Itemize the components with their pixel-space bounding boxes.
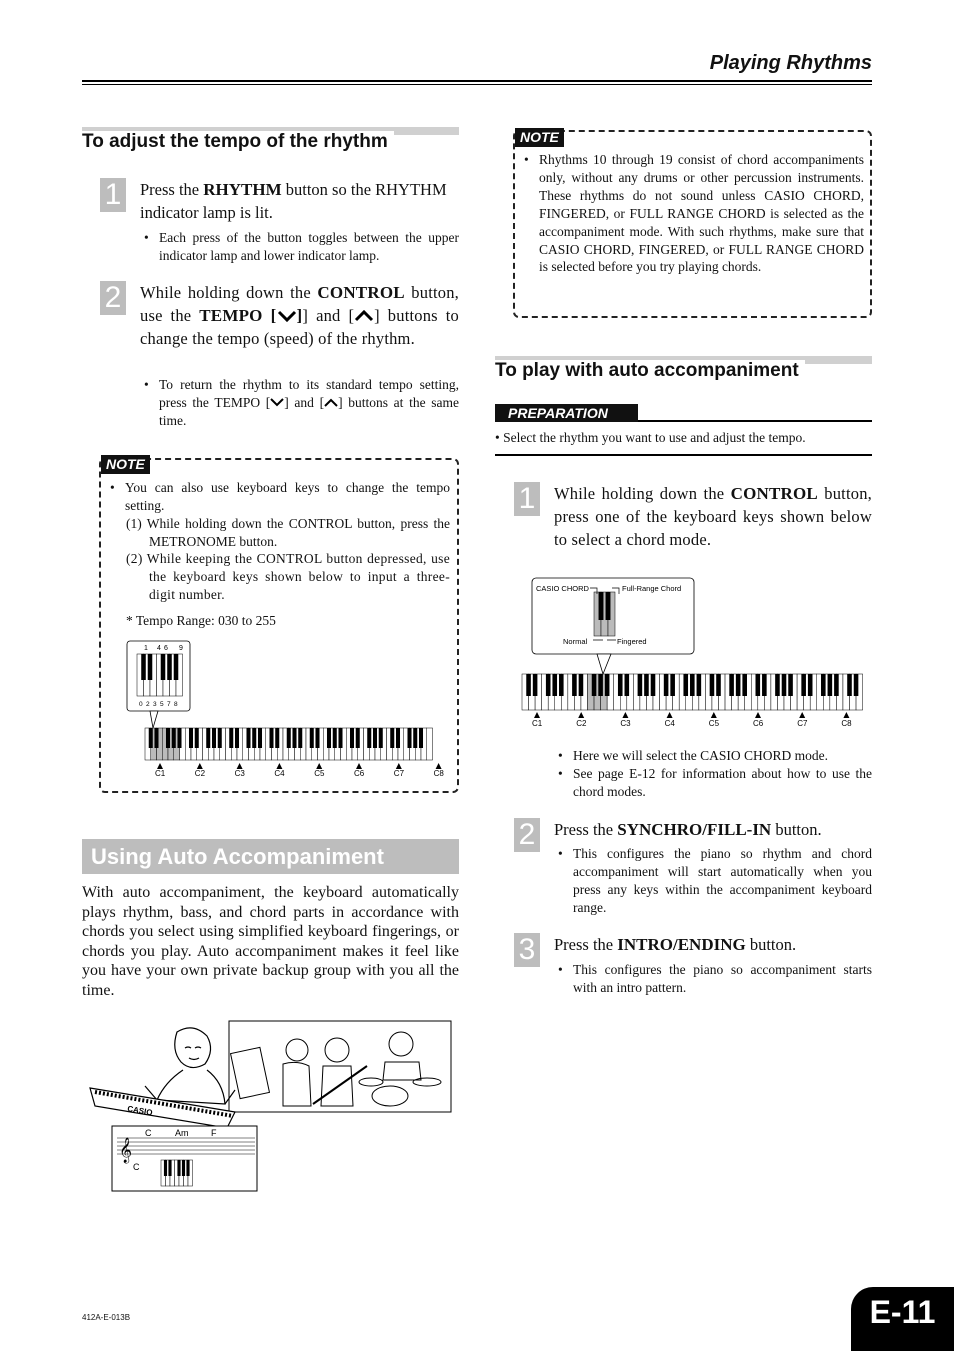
black-key [413, 728, 417, 748]
octave-label: C7 [393, 769, 405, 778]
preparation-rule [638, 420, 872, 422]
tempo-heading: To adjust the tempo of the rhythm [82, 131, 394, 153]
chord-label: C [133, 1162, 140, 1172]
black-key [664, 674, 669, 696]
black-key [710, 674, 715, 696]
full-keyboard [522, 674, 863, 710]
chevron-up-icon [354, 310, 374, 322]
black-key [572, 674, 577, 696]
black-key [258, 728, 262, 748]
black-key [141, 654, 146, 680]
step-number: 2 [514, 818, 540, 852]
black-key [275, 728, 279, 748]
black-key [775, 674, 780, 696]
step-number: 2 [100, 281, 126, 315]
black-key [356, 728, 360, 748]
black-key [154, 728, 158, 748]
octave-labels [532, 712, 852, 728]
preparation-rule [495, 454, 872, 456]
octave-label: C1 [532, 719, 543, 728]
black-key [407, 728, 411, 748]
black-key [235, 728, 239, 748]
full-range-label: Full-Range Chord [622, 584, 682, 593]
black-key [367, 728, 371, 748]
octave-label: C8 [841, 719, 852, 728]
black-key [338, 728, 342, 748]
header-rule [82, 80, 872, 82]
black-key [598, 674, 603, 696]
digit-label: 9 [179, 645, 183, 652]
octave-marker-icon [534, 712, 540, 718]
black-key [172, 728, 176, 748]
black-key [269, 728, 273, 748]
black-key [229, 728, 233, 748]
note-item-2: (2) While keeping the CONTROL button depressed, use the keyboard keys shown below to input a three-digit number. [126, 551, 450, 602]
black-key [683, 674, 688, 696]
black-key [605, 674, 610, 696]
black-key [168, 1160, 171, 1176]
zoom-keys [594, 592, 615, 636]
step-number: 1 [514, 482, 540, 516]
step-1-bullet: • See page E-12 for information about how to use the chord modes. [556, 765, 872, 801]
black-key [638, 674, 643, 696]
black-key [189, 728, 193, 748]
black-key [618, 674, 623, 696]
step-1-text: While holding down the CONTROL button, press one of the keyboard keys shown below to select a chord mode. [554, 484, 872, 549]
octave-label: C8 [433, 769, 444, 778]
black-key [697, 674, 702, 696]
preparation-tag: PREPARATION [495, 404, 638, 422]
black-key [526, 674, 531, 696]
black-key [166, 728, 170, 748]
octave-marker-icon [622, 712, 628, 718]
black-key [174, 654, 179, 680]
black-key [218, 728, 222, 748]
black-key [552, 674, 557, 696]
digit-label: 3 [153, 701, 157, 708]
octave-label: C6 [354, 769, 365, 778]
octave-marker-icon [799, 712, 805, 718]
black-key [644, 674, 649, 696]
octave-label: C6 [753, 719, 764, 728]
black-key [670, 674, 675, 696]
black-key [651, 674, 656, 696]
octave-label: C7 [797, 719, 808, 728]
step-2-bullet: • This configures the piano so rhythm and chord accompaniment will start automatically when you press any keys within the accompaniment keyboard range. [556, 845, 872, 917]
chevron-down-icon [270, 398, 284, 407]
tempo-keyboard-diagram [120, 638, 450, 783]
octave-label: C5 [708, 719, 720, 728]
digit-label: 7 [167, 701, 171, 708]
callout-pointer [597, 654, 611, 674]
black-key [396, 728, 400, 748]
step-number: 1 [100, 178, 126, 212]
octave-label: C2 [576, 719, 587, 728]
note-bullet: • Rhythms 10 through 19 consist of chord accompaniments only, without any drums or other percussion instruments. These rhythms do not sound unless CASIO CHORD, FINGERED, or FULL RANGE CHORD is selected as the accompaniment mode. With such rhythms, make sure that CASIO CHORD, FINGERED, or FULL RANGE CHORD is selected before you try playing chords. [522, 151, 864, 276]
black-key [742, 674, 747, 696]
black-key [716, 674, 721, 696]
black-key [195, 728, 199, 748]
black-key [298, 728, 302, 748]
mini-keyboard [161, 1160, 193, 1186]
black-key [625, 674, 630, 696]
octave-marker-icon [755, 712, 761, 718]
black-key [373, 728, 377, 748]
black-key [801, 674, 806, 696]
black-key [148, 654, 153, 680]
zoom-keys [137, 654, 183, 696]
tempo-range: * Tempo Range: 030 to 255 [126, 613, 276, 628]
digit-label: 4 [157, 645, 161, 652]
black-key [762, 674, 767, 696]
black-key [333, 728, 337, 748]
chevron-up-icon [324, 398, 338, 407]
octave-marker-icon [578, 712, 584, 718]
treble-clef-icon: 𝄞 [119, 1137, 133, 1162]
black-key [579, 674, 584, 696]
black-key [177, 1160, 180, 1176]
chord-label: F [211, 1128, 217, 1138]
black-key [287, 728, 291, 748]
black-key [149, 728, 153, 748]
header-rule-thin [82, 84, 872, 85]
fingered-label: Fingered [617, 637, 647, 646]
chord-label: C [145, 1128, 152, 1138]
note-tag: NOTE [515, 128, 564, 147]
black-key [559, 674, 564, 696]
step-1-text: Press the RHYTHM button so the RHYTHM indicator lamp is lit. [140, 180, 447, 222]
black-key [736, 674, 741, 696]
octave-label: C3 [620, 719, 631, 728]
black-key [327, 728, 331, 748]
step-2-text: Press the SYNCHRO/FILL-IN button. [554, 820, 822, 839]
black-key [390, 728, 394, 748]
band-illustration [85, 1020, 455, 1195]
keyboard-drawing [90, 1088, 235, 1128]
note-tag: NOTE [101, 455, 150, 474]
step-3-bullet: • This configures the piano so accompaniment starts with an intro pattern. [556, 961, 872, 997]
black-key [164, 1160, 167, 1176]
black-key [854, 674, 859, 696]
black-key [782, 674, 787, 696]
step-2-text: While holding down the CONTROL button, use the TEMPO [ ]] and [ ] buttons to change the tempo (speed) of the rhythm. [140, 283, 459, 348]
digit-label: 2 [146, 701, 150, 708]
black-key [167, 654, 172, 680]
running-header: Playing Rhythms [709, 52, 872, 74]
callout-pointer [150, 711, 158, 728]
octave-label: C4 [274, 769, 285, 778]
black-key [186, 1160, 189, 1176]
casio-chord-label: CASIO CHORD [536, 584, 589, 593]
black-key [729, 674, 734, 696]
digit-label: 0 [139, 701, 143, 708]
pianist-figure [145, 1028, 235, 1104]
black-key [756, 674, 761, 696]
chord-mode-diagram [519, 576, 874, 736]
document-code: 412A-E-013B [82, 1313, 131, 1322]
black-key [834, 674, 839, 696]
black-key [828, 674, 833, 696]
black-key [690, 674, 695, 696]
black-key [310, 728, 314, 748]
chord-label: Am [175, 1128, 189, 1138]
octave-label: C5 [314, 769, 325, 778]
octave-labels [155, 763, 444, 778]
black-key [177, 728, 181, 748]
black-key [182, 1160, 185, 1176]
black-key [292, 728, 296, 748]
black-key [350, 728, 354, 748]
section-title: Using Auto Accompaniment [82, 839, 459, 874]
page-number-tab: E-11 [851, 1287, 954, 1351]
octave-label: C4 [664, 719, 675, 728]
step-3-text: Press the INTRO/ENDING button. [554, 935, 797, 954]
digit-label: 6 [164, 645, 168, 652]
digit-label: 8 [174, 701, 178, 708]
black-key [315, 728, 319, 748]
black-key [379, 728, 383, 748]
step-1-bullet: • Here we will select the CASIO CHORD mode. [556, 747, 872, 765]
step-1-bullet: • Each press of the button toggles between the upper indicator lamp and lower indicator lamp. [142, 229, 459, 265]
octave-label: C1 [155, 769, 166, 778]
octave-label: C2 [194, 769, 206, 778]
note-bullet: • You can also use keyboard keys to change the tempo setting. [108, 479, 450, 515]
octave-marker-icon [711, 712, 717, 718]
octave-marker-icon [667, 712, 673, 718]
black-key [808, 674, 813, 696]
intro-paragraph: With auto accompaniment, the keyboard automatically plays rhythm, bass, and chord parts in accordance with chords you select using simplified keyboard fingerings, or chords you play. Auto accompaniment makes it feel like you have your own private backup group with you all the time. [82, 884, 459, 999]
preparation-text: • Select the rhythm you want to use and adjust the tempo. [495, 430, 806, 445]
octave-marker-icon [843, 712, 849, 718]
digit-label: 1 [144, 645, 148, 652]
full-keyboard [145, 728, 433, 760]
casio-logo: CASIO [126, 1104, 154, 1118]
note-item-1: (1) While holding down the CONTROL button, press the METRONOME button. [126, 516, 450, 549]
octave-label: C3 [234, 769, 245, 778]
normal-label: Normal [563, 637, 588, 646]
digit-label: 5 [160, 701, 164, 708]
black-key [533, 674, 538, 696]
black-key [592, 674, 597, 696]
black-key [599, 592, 604, 620]
black-key [821, 674, 826, 696]
rhythm-button-label: RHYTHM [203, 180, 282, 199]
black-key [606, 592, 611, 620]
white-key [427, 728, 433, 760]
black-key [546, 674, 551, 696]
play-heading: To play with auto accompaniment [495, 360, 805, 382]
step-number: 3 [514, 933, 540, 967]
black-key [847, 674, 852, 696]
black-key [212, 728, 216, 748]
black-key [246, 728, 250, 748]
chevron-down-icon [277, 310, 297, 322]
black-key [788, 674, 793, 696]
step-2-bullet: • To return the rhythm to its standard tempo setting, press the TEMPO [ ] and [ ] buttons at the same time. [142, 376, 459, 430]
black-key [252, 728, 256, 748]
black-key [206, 728, 210, 748]
black-key [161, 654, 166, 680]
black-key [419, 728, 423, 748]
